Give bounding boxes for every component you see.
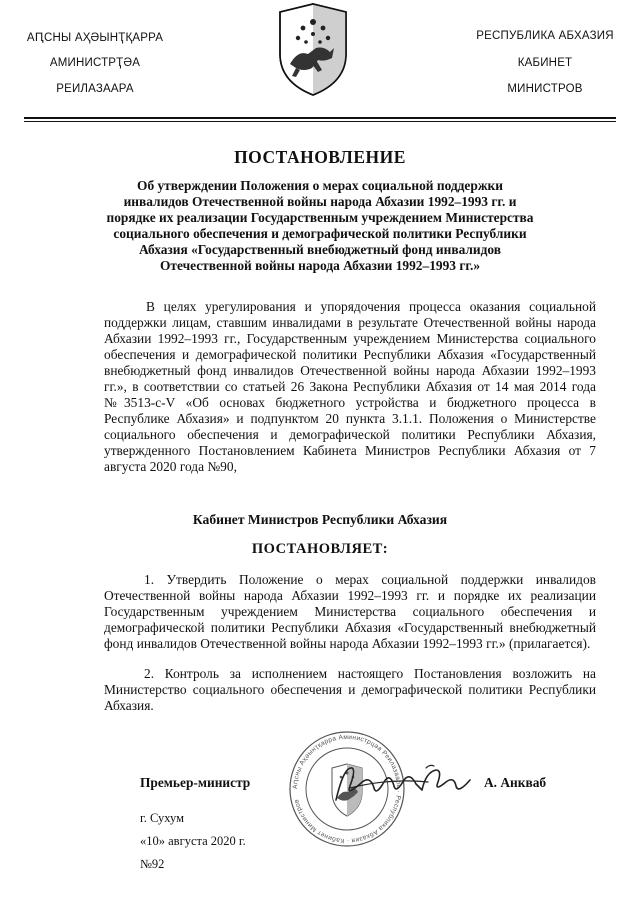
issuing-authority: Кабинет Министров Республики Абхазия <box>192 512 448 527</box>
header-rule-thick <box>24 117 616 119</box>
document-title: ПОСТАНОВЛЕНИЕ <box>234 147 406 167</box>
subject-line: порядке их реализации Государственным учреждением Министерства <box>106 210 534 225</box>
subject-line: Абхазия «Государственный внебюджетный фонд инвалидов <box>139 242 501 257</box>
handwritten-signature <box>330 760 478 808</box>
resolves-heading: ПОСТАНОВЛЯЕТ: <box>251 541 389 557</box>
seal-text: Аԥсны Аҳәынҭқарра Аминистрцәа Реилазаара · Республика Абхазия · Кабинет Министров <box>291 733 403 845</box>
resolution-item-2: 2. Контроль за исполнением настоящего Постановления возложить на Министерство социального обеспечения и демографической политики Республики Абхазия. <box>104 666 596 713</box>
preamble-paragraph: В целях урегулирования и упорядочения процесса оказания социальной поддержки лицам, ставшим инвалидами в результате Отечественной войны народа Абхазии 1992–1993 гг., Государственным учреждением Министерства социального обеспечения и демографической политики Республики Абхазия «Государственный внебюджетный фонд инвалидов Отечественной войны народа Абхазии 1992–1993 гг.», в соответствии со статьей 26 Закона Республики Абхазия от 14 мая 2014 года №3513-с-V «Об основах бюджетного устройства и бюджетного процесса в Республике Абхазия» и подпунктом 20 пункта 3.1.1. Положения о Министерстве социального обеспечения и демографической политики Республики Абхазия, утвержденного Постановлением Кабинета Министров Республики Абхазия от 7 августа 2020 года №90, <box>104 299 596 474</box>
document-date: «10» августа 2020 г. <box>140 834 246 848</box>
header-left-line-3: РЕИЛАЗААРА <box>56 83 134 95</box>
document-place: г. Сухум <box>140 811 185 825</box>
signatory-name: А. Анкваб <box>484 775 547 790</box>
subject-line: инвалидов Отечественной войны народа Абхазии 1992–1993 гг. и <box>123 194 517 209</box>
header-left-line-2: АМИНИСТРҬӘА <box>49 57 141 69</box>
document-number: №92 <box>140 857 165 871</box>
resolution-item-1: 1. Утвердить Положение о мерах социальной поддержки инвалидов Отечественной войны народа Абхазии 1992–1993 гг. и порядке их реализации Государственным учреждением Министерства социального обеспечения и демографической политики Республики Абхазия «Государственный внебюджетный фонд инвалидов Отечественной войны народа Абхазии 1992–1993 гг.» (прилагается). <box>104 572 596 651</box>
header-right-line-3: МИНИСТРОВ <box>507 83 583 95</box>
subject-line: социального обеспечения и демографической политики Республики <box>113 226 527 241</box>
header-rule-thin <box>24 121 616 122</box>
header-right-line-2: КАБИНЕТ <box>517 57 573 69</box>
subject-line: Об утверждении Положения о мерах социальной поддержки <box>137 178 503 193</box>
signatory-position: Премьер-министр <box>140 775 251 790</box>
header-left-line-1: АԤСНЫ АҲӘЫНҬҚАРРА <box>26 32 164 44</box>
coat-of-arms-emblem <box>276 2 350 97</box>
subject-line: Отечественной войны народа Абхазии 1992–1993 гг.» <box>159 258 481 273</box>
header-right-line-1: РЕСПУБЛИКА АБХАЗИЯ <box>476 30 614 42</box>
document-subject <box>100 178 540 274</box>
